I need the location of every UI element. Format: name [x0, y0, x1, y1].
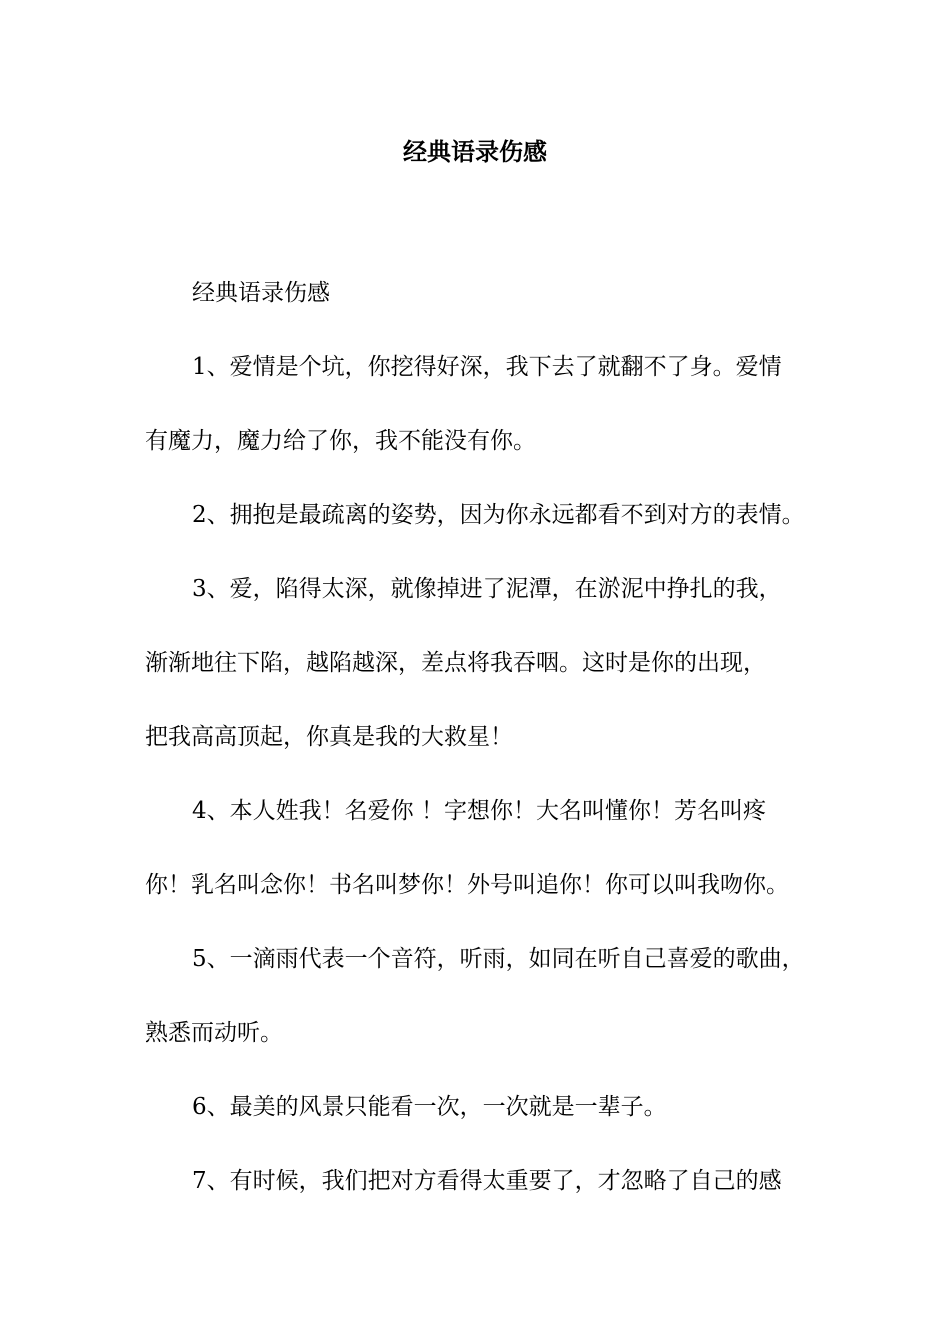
- body-line: 4、本人姓我！名爱你 ！字想你！大名叫懂你！芳名叫疼: [192, 798, 766, 824]
- body-line: 把我高高顶起，你真是我的大救星！: [145, 724, 513, 750]
- body-line: 你！乳名叫念你！书名叫梦你！外号叫追你！你可以叫我吻你。: [145, 872, 789, 898]
- body-line: 2、拥抱是最疏离的姿势，因为你永远都看不到对方的表情。: [192, 502, 805, 528]
- document-title: 经典语录伤感: [403, 137, 547, 166]
- document-body: [145, 256, 810, 1218]
- body-line: 1、爱情是个坑，你挖得好深，我下去了就翻不了身。爱情: [192, 354, 782, 380]
- body-line: 5、一滴雨代表一个音符，听雨，如同在听自己喜爱的歌曲，: [192, 946, 805, 972]
- body-line: 有魔力，魔力给了你，我不能没有你。: [145, 428, 536, 454]
- body-line: 7、有时候，我们把对方看得太重要了，才忽略了自己的感: [192, 1168, 782, 1194]
- body-line: 6、最美的风景只能看一次，一次就是一辈子。: [192, 1094, 667, 1120]
- body-line: 熟悉而动听。: [145, 1020, 283, 1046]
- body-line: 渐渐地往下陷，越陷越深，差点将我吞咽。这时是你的出现，: [145, 650, 766, 676]
- body-line: 经典语录伤感: [192, 280, 330, 306]
- body-line: 3、爱，陷得太深，就像掉进了泥潭，在淤泥中挣扎的我，: [192, 576, 782, 602]
